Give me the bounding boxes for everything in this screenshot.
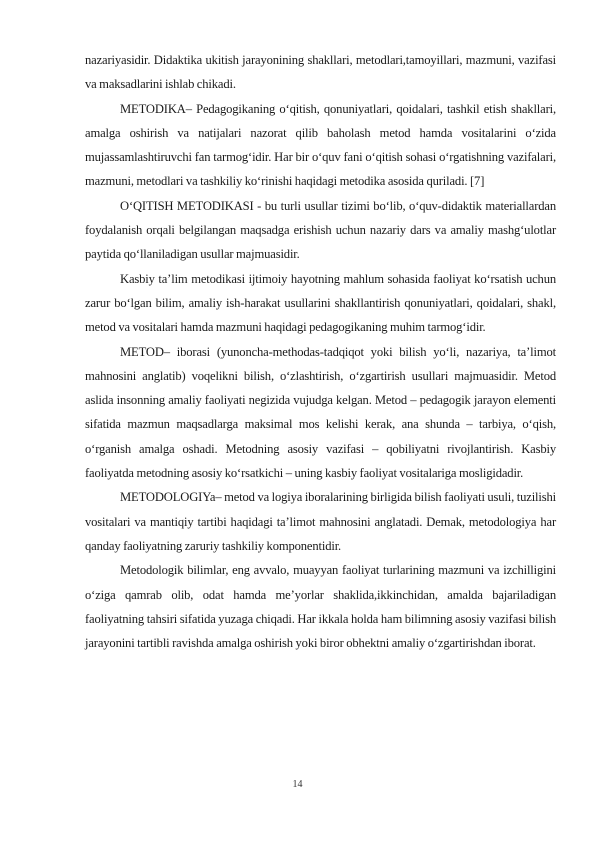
- paragraph-metodologik-bilimlar: Metodologik bilimlar, eng avvalo, muayyan faoliyat turlarining mazmuni va izchilligini o‘ziga qamrab olib, odat hamda me’yorlar shaklida,ikkinchidan, amalda bajariladigan faoliyatning tahsiri sifatida yuzaga chiqadi. Har ikkala holda ham bilimning asosiy vazifasi bilish jarayonini tartibli ravishda amalga oshirish yoki biror obhektni amaliy o‘zgartirishdan iborat.: [85, 563, 556, 651]
- paragraph-continuation: nazariyasidir. Didaktika ukitish jarayonining shakllari, metodlari,tamoyillari, mazmuni, vazifasi va maksadlarini ishlab chikadi.: [85, 53, 556, 92]
- paragraph-metodika: METODIKA– Pedagogikaning o‘qitish, qonuniyatlari, qoidalari, tashkil etish shakllari, amalga oshirish va natijalari nazorat qilib baholash metod hamda vositalarini o‘zida mujassamlashtiruvchi fan tarmog‘idir. Har bir o‘quv fani o‘qitish sohasi o‘rgatishning vazifalari, mazmuni, metodlari va tashkiliy ko‘rinishi haqidagi metodika asosida quriladi. [7]: [85, 101, 556, 189]
- page-number: 14: [292, 779, 303, 790]
- paragraph-metod: METOD– iborasi (yunoncha-methodas-tadqiqot yoki bilish yo‘li, nazariya, ta’limot mahnosini anglatib) voqelikni bilish, o‘zlashtirish, o‘zgartirish usullari majmuasidir. Metod aslida insonning amaliy faoliyati negizida vujudga kelgan. Metod – pedagogik jarayon elementi sifatida mazmun maqsadlarga maksimal mos kelishi kerak, ana shunda – tarbiya, o‘qish, o‘rganish amalga oshadi. Metodning asosiy vazifasi – qobiliyatni rivojlantirish. Kasbiy faoliyatda metodning asosiy ko‘rsatkichi – uning kasbiy faoliyat vositalariga mosligidadir.: [85, 344, 556, 481]
- paragraph-oqitish-metodikasi: O‘QITISH METODIKASI - bu turli usullar tizimi bo‘lib, o‘quv-didaktik materiallardan foydalanish orqali belgilangan maqsadga erishish uchun nazariy dars va amaliy mashg‘ulotlar paytida qo‘llaniladigan usullar majmuasidir.: [85, 198, 556, 262]
- paragraph-kasbiy-talim: Kasbiy ta’lim metodikasi ijtimoiy hayotning mahlum sohasida faoliyat ko‘rsatish uchun zarur bo‘lgan bilim, amaliy ish-harakat usullarini shakllantirish qonuniyatlari, qoidalari, shakl, metod va vositalari hamda mazmuni haqidagi pedagogikaning muhim tarmog‘idir.: [85, 271, 556, 335]
- paragraph-metodologiya: METODOLOGIYa– metod va logiya iboralarining birligida bilish faoliyati usuli, tuzilishi vositalari va mantiqiy tartibi haqidagi ta’limot mahnosini anglatadi. Demak, metodologiya har qanday faoliyatning zaruriy tashkiliy komponentidir.: [85, 490, 556, 553]
- document-body: [85, 48, 556, 655]
